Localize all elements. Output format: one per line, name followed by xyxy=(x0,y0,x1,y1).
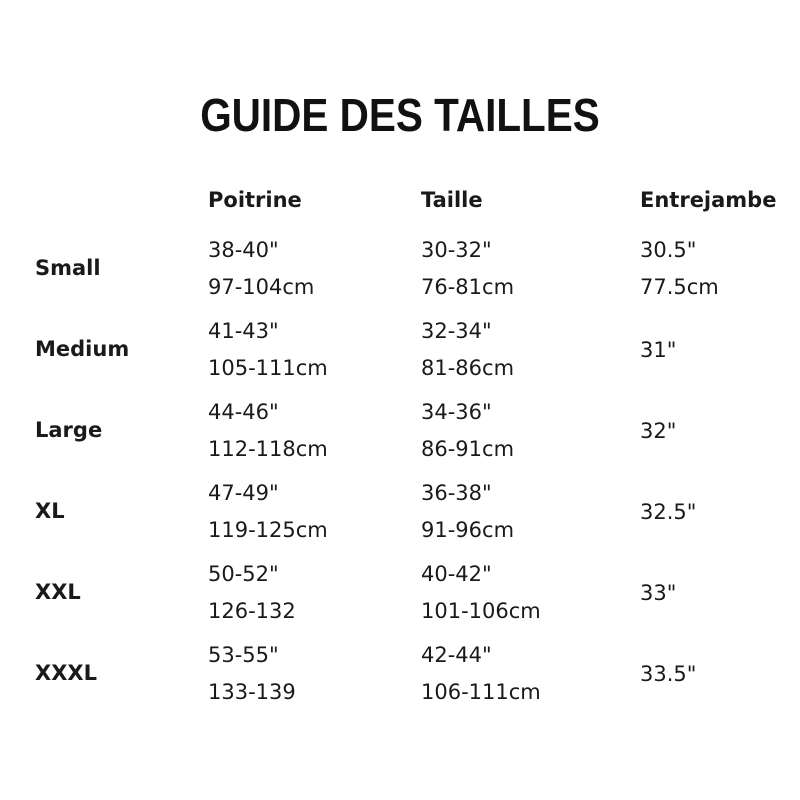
inseam-cell xyxy=(640,656,696,693)
inseam-inches: 31" xyxy=(640,338,677,362)
inseam-inches: 33.5" xyxy=(640,662,697,686)
size-label: Large xyxy=(35,418,103,442)
size-row-xxxl xyxy=(0,637,800,715)
waist-cell xyxy=(421,313,514,387)
inseam-inches: 33" xyxy=(640,581,677,605)
chest-inches: 38-40" xyxy=(208,238,279,262)
inseam-cell xyxy=(640,494,696,531)
size-row-small xyxy=(0,232,800,310)
inseam-cell xyxy=(640,575,676,612)
waist-cm: 76-81cm xyxy=(421,275,515,299)
chest-cell xyxy=(208,637,296,711)
waist-cm: 106-111cm xyxy=(421,680,541,704)
waist-cell xyxy=(421,556,541,630)
waist-inches: 34-36" xyxy=(421,400,492,424)
column-header-chest: Poitrine xyxy=(208,188,302,212)
size-label: XXXL xyxy=(35,661,97,685)
waist-inches: 36-38" xyxy=(421,481,492,505)
inseam-inches: 32.5" xyxy=(640,500,697,524)
waist-cell xyxy=(421,475,514,549)
column-header-waist: Taille xyxy=(421,188,483,212)
inseam-inches: 30.5" xyxy=(640,238,697,262)
chest-cm: 119-125cm xyxy=(208,518,328,542)
chest-cell xyxy=(208,232,314,306)
waist-inches: 40-42" xyxy=(421,562,492,586)
chest-inches: 41-43" xyxy=(208,319,279,343)
column-header-inseam: Entrejambe xyxy=(640,188,777,212)
size-label: XXL xyxy=(35,580,81,604)
size-label: Small xyxy=(35,256,101,280)
chest-cm: 97-104cm xyxy=(208,275,315,299)
inseam-cell xyxy=(640,332,676,369)
chest-inches: 44-46" xyxy=(208,400,279,424)
chest-cm: 112-118cm xyxy=(208,437,328,461)
chest-cm: 105-111cm xyxy=(208,356,328,380)
chest-cm: 126-132 xyxy=(208,599,296,623)
waist-cm: 101-106cm xyxy=(421,599,541,623)
chest-inches: 47-49" xyxy=(208,481,279,505)
waist-cell xyxy=(421,232,514,306)
chest-inches: 50-52" xyxy=(208,562,279,586)
size-row-medium xyxy=(0,313,800,391)
chest-cell xyxy=(208,313,328,387)
waist-inches: 30-32" xyxy=(421,238,492,262)
chest-inches: 53-55" xyxy=(208,643,279,667)
waist-cell xyxy=(421,637,541,711)
chest-cm: 133-139 xyxy=(208,680,296,704)
waist-inches: 42-44" xyxy=(421,643,492,667)
waist-cm: 91-96cm xyxy=(421,518,515,542)
inseam-inches: 32" xyxy=(640,419,677,443)
size-row-xl xyxy=(0,475,800,553)
inseam-cell xyxy=(640,413,676,450)
chest-cell xyxy=(208,394,328,468)
size-row-xxl xyxy=(0,556,800,634)
size-row-large xyxy=(0,394,800,472)
chest-cell xyxy=(208,475,328,549)
size-label: Medium xyxy=(35,337,130,361)
waist-inches: 32-34" xyxy=(421,319,492,343)
page-title: GUIDE DES TAILLES xyxy=(200,89,600,141)
waist-cm: 86-91cm xyxy=(421,437,515,461)
size-label: XL xyxy=(35,499,65,523)
waist-cell xyxy=(421,394,514,468)
waist-cm: 81-86cm xyxy=(421,356,515,380)
inseam-cell xyxy=(640,232,719,306)
chest-cell xyxy=(208,556,296,630)
inseam-cm: 77.5cm xyxy=(640,275,719,299)
